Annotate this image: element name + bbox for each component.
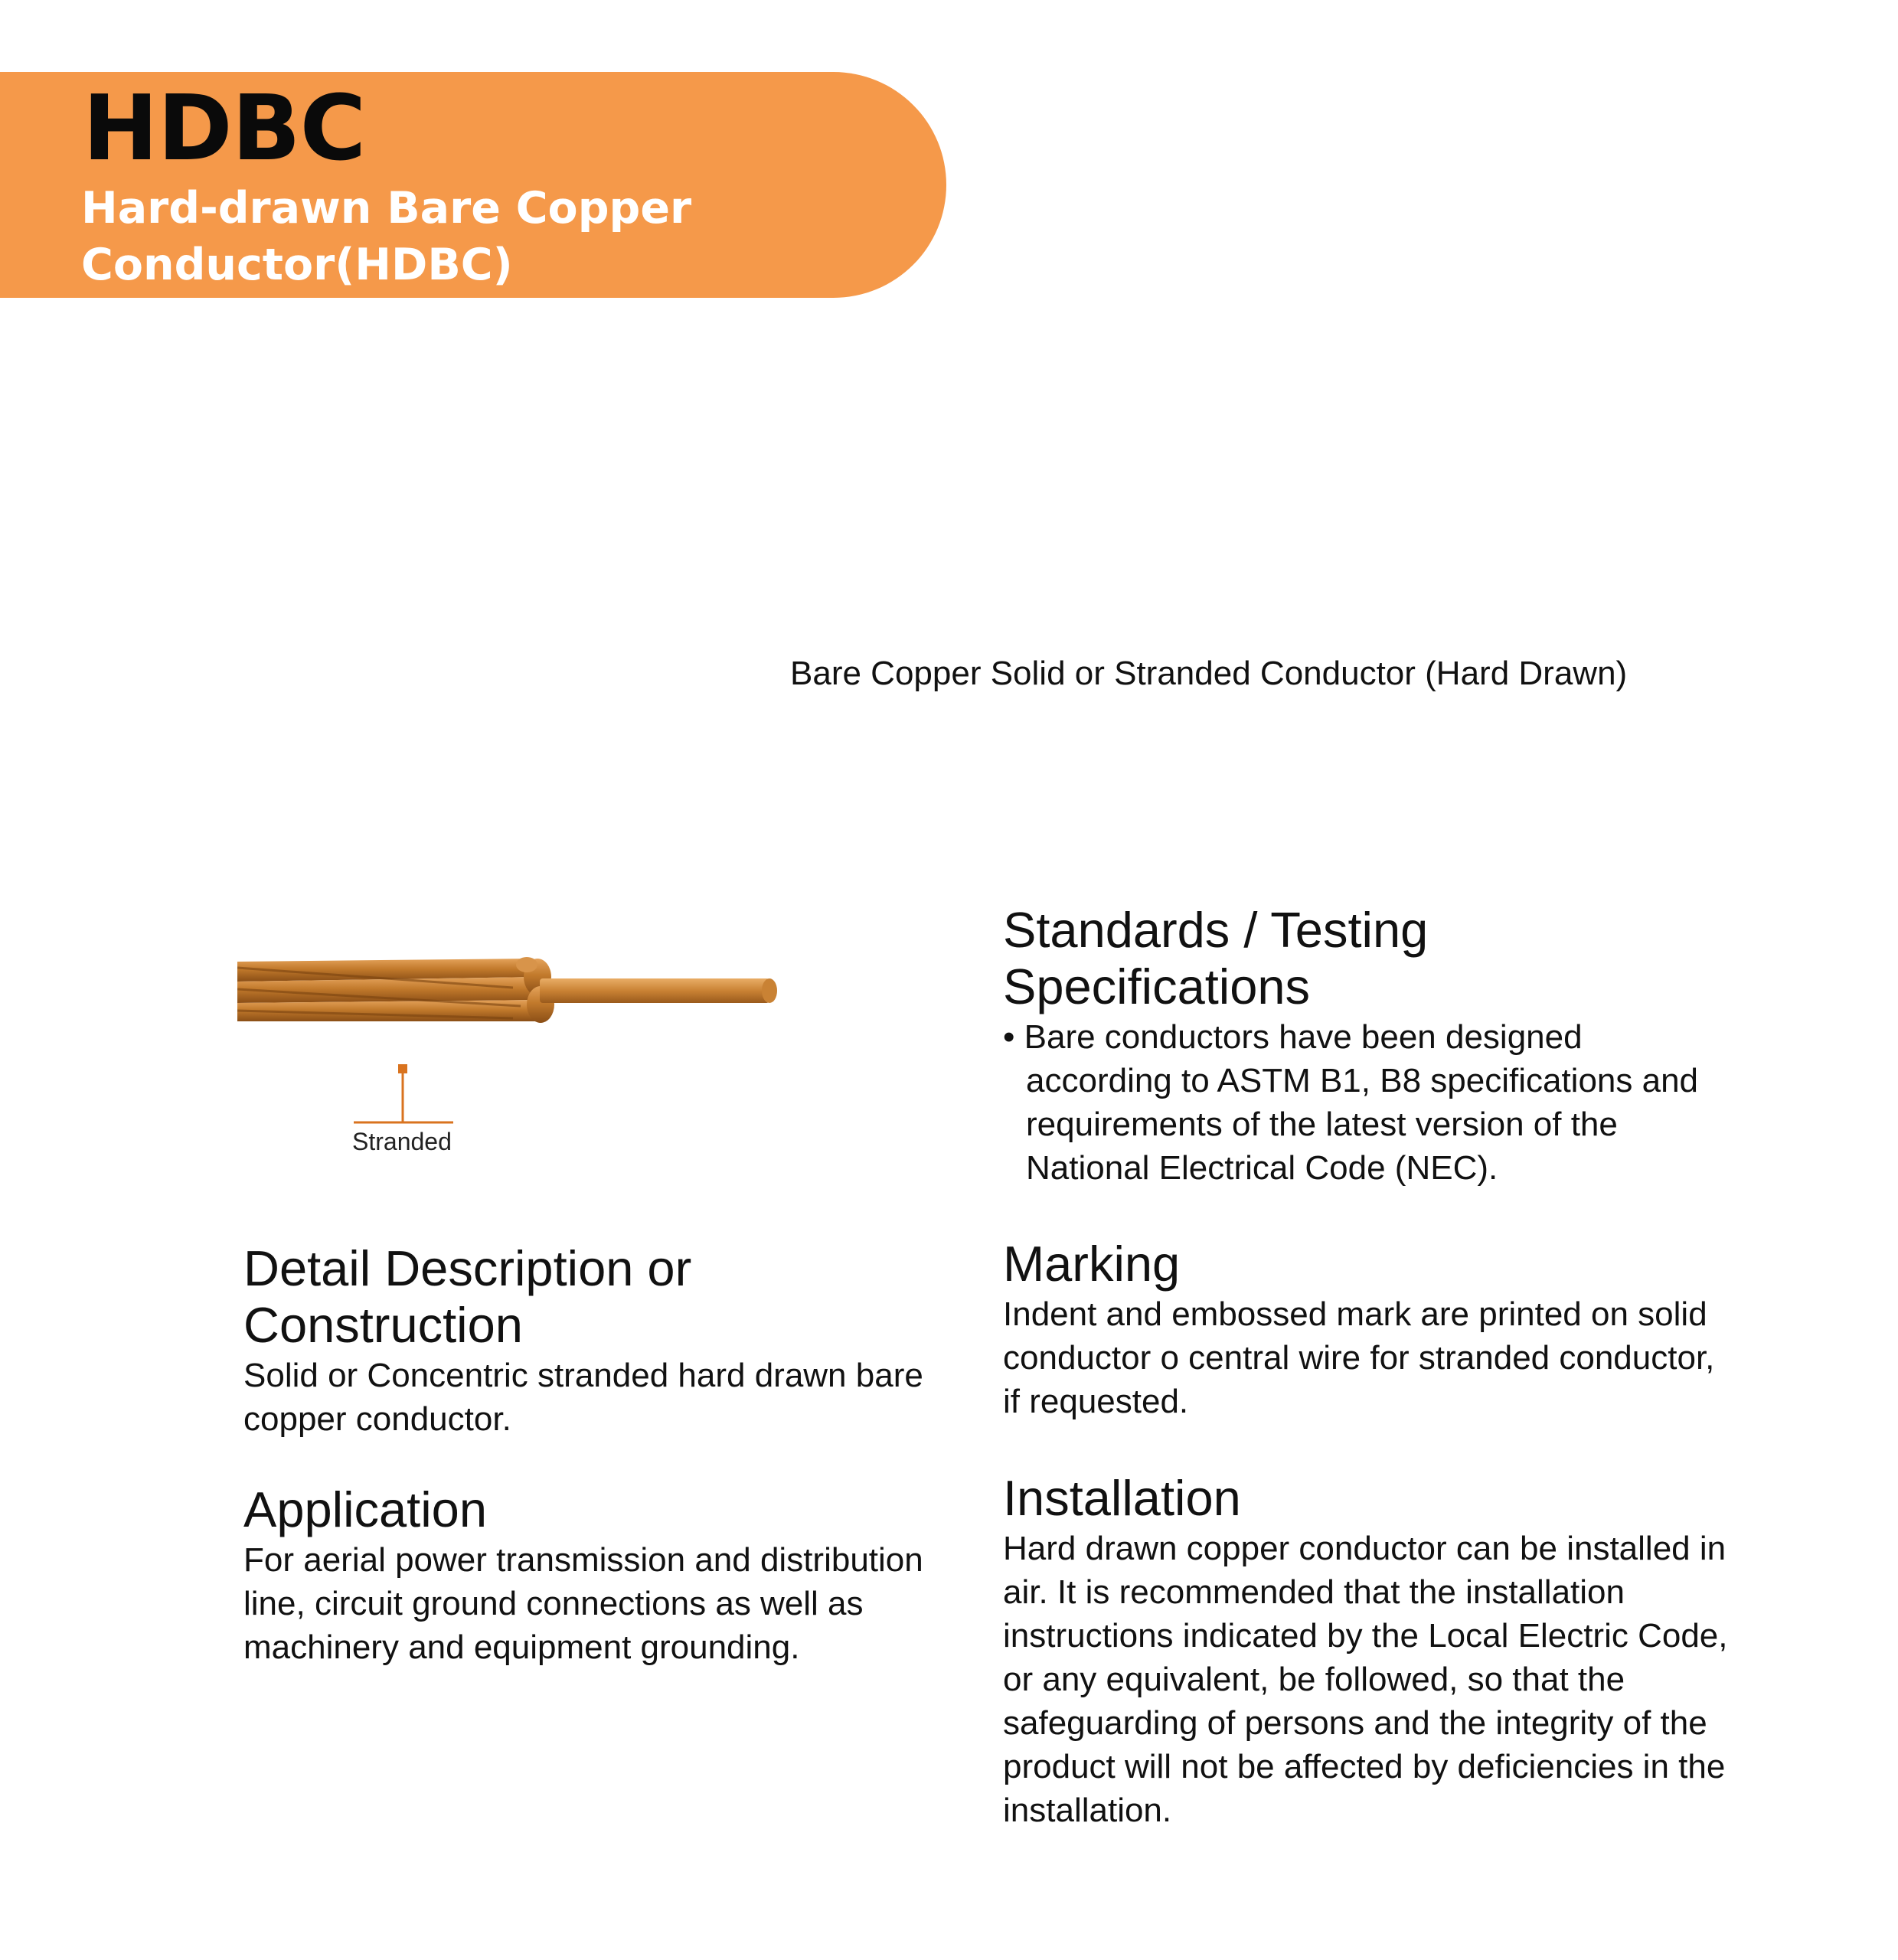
detail-section	[243, 1240, 933, 1441]
marking-section	[1003, 1236, 1730, 1423]
core-wire	[540, 978, 777, 1003]
label-marker	[398, 1064, 407, 1073]
wire-strands	[237, 957, 554, 1023]
standards-bullet: • Bare conductors have been designed according to ASTM B1, B8 specifications and requirements of the latest version of the National Electrical Code (NEC).	[1003, 1018, 1699, 1187]
application-section	[243, 1481, 933, 1669]
standards-section	[1003, 902, 1730, 1190]
installation-section	[1003, 1470, 1730, 1832]
installation-heading: Installation	[1003, 1470, 1241, 1526]
detail-heading: Detail Description or Construction	[243, 1240, 692, 1353]
marking-body: Indent and embossed mark are printed on solid conductor o central wire for stranded conductor, if requested.	[1003, 1295, 1715, 1420]
stranded-conductor-illustration	[237, 942, 789, 1141]
standards-heading: Standards / Testing Specifications	[1003, 902, 1429, 1014]
stranded-label: Stranded	[352, 1128, 452, 1155]
page-subtitle: Hard-drawn Bare Copper Conductor(HDBC)	[81, 183, 692, 290]
page-title: HDBC	[83, 75, 366, 181]
marking-heading: Marking	[1003, 1236, 1181, 1292]
detail-body: Solid or Concentric stranded hard drawn bare copper conductor.	[243, 1357, 923, 1438]
application-heading: Application	[243, 1481, 487, 1537]
application-body: For aerial power transmission and distribution line, circuit ground connections as well as machinery and equipment grounding.	[243, 1541, 923, 1666]
installation-body: Hard drawn copper conductor can be installed in air. It is recommended that the installation instructions indicated by the Local Electric Code, or any equivalent, be followed, so that the safeguarding of persons and the integrity of the product will not be affected by deficiencies in the installation.	[1003, 1530, 1728, 1829]
product-caption: Bare Copper Solid or Stranded Conductor (Hard Drawn)	[790, 655, 1628, 692]
